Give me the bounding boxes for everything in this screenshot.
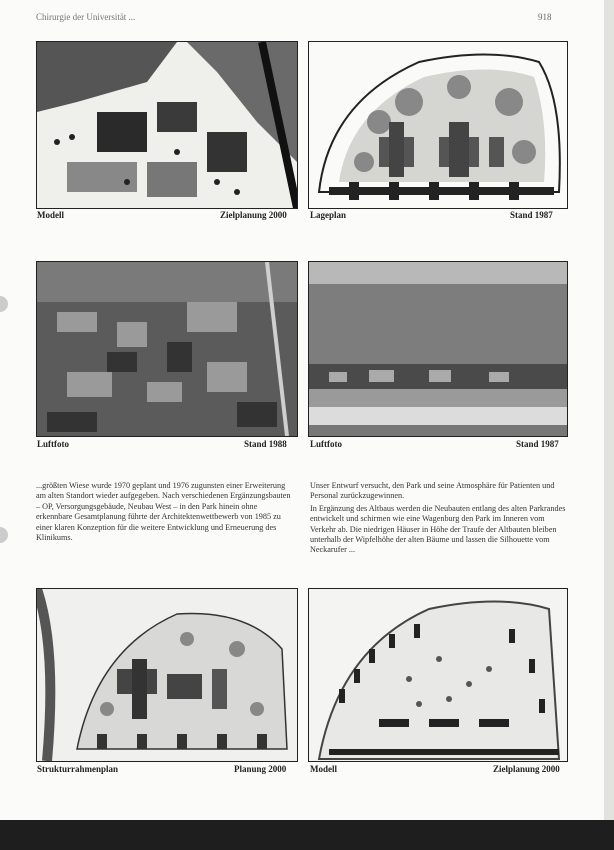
caption-luftfoto-1: Luftfoto (37, 439, 69, 449)
caption-planung-2000: Planung 2000 (234, 764, 287, 774)
figure-aerial-photo-2 (308, 261, 568, 437)
caption-stand-1987-a: Stand 1987 (510, 210, 553, 220)
caption-luftfoto-2: Luftfoto (310, 439, 342, 449)
text-column-left (36, 481, 294, 545)
binder-hole-bottom (0, 527, 8, 543)
figure-model-bottom (308, 588, 568, 762)
caption-stand-1987-b: Stand 1987 (516, 439, 559, 449)
figure-site-plan (308, 41, 568, 209)
page-number: 918 (538, 12, 552, 22)
page-edge-shadow (604, 0, 614, 820)
scanner-bottom-edge (0, 820, 614, 850)
caption-zielplanung-2: Zielplanung 2000 (493, 764, 560, 774)
model-bottom-image (309, 589, 567, 761)
caption-strukturrahmenplan: Strukturrahmenplan (37, 764, 119, 774)
aerial-photo-2-image (309, 262, 567, 436)
figure-structure-plan (36, 588, 298, 762)
figure-aerial-photo-1 (36, 261, 298, 437)
site-plan-image (309, 42, 567, 208)
text-column-right (310, 481, 566, 558)
caption-stand-1988: Stand 1988 (244, 439, 287, 449)
right-column-paragraph-1: Unser Entwurf versucht, den Park und seine Atmosphäre für Patienten und Personal zurückzugewinnen. (310, 481, 555, 501)
caption-lageplan: Lageplan (310, 210, 347, 220)
aerial-photo-1-image (37, 262, 297, 436)
binder-hole-top (0, 296, 8, 312)
caption-zielplanung-1: Zielplanung 2000 (220, 210, 287, 220)
structure-plan-image (37, 589, 297, 761)
figure-model-top (36, 41, 298, 209)
model-image (37, 42, 297, 208)
header-left-text: Chirurgie der Universität ... (36, 12, 136, 22)
caption-modell-2: Modell (310, 764, 337, 774)
caption-modell-1: Modell (37, 210, 64, 220)
right-column-paragraph-2: In Ergänzung des Altbaus werden die Neubauten entlang des alten Parkrandes entwickelt und schirmen wie eine Wagenburg den Park im Inneren vom Verkehr ab. Die niedrigen Häuser in Höhe der Traufe der Altbauten bleiben unterhalb der Wipfelhöhe der alten Bäume und lassen die Silhouette vom Neckarufer ... (310, 503, 566, 555)
left-column-paragraph: ...größten Wiese wurde 1970 geplant und 1976 zugunsten einer Erweiterung am alten Standort wieder aufgegeben. Nach verschiedenen Ergänzungsbauten – OP, Versorgungsgebäude, Neubau West – in den Park hinein ohne erkennbare Gesamtplanung führte der Architektenwettbewerb von 1985 zu einer klaren Konzeption für die weitere Entwicklung und Erneuerung des Klinikums. (36, 481, 291, 543)
